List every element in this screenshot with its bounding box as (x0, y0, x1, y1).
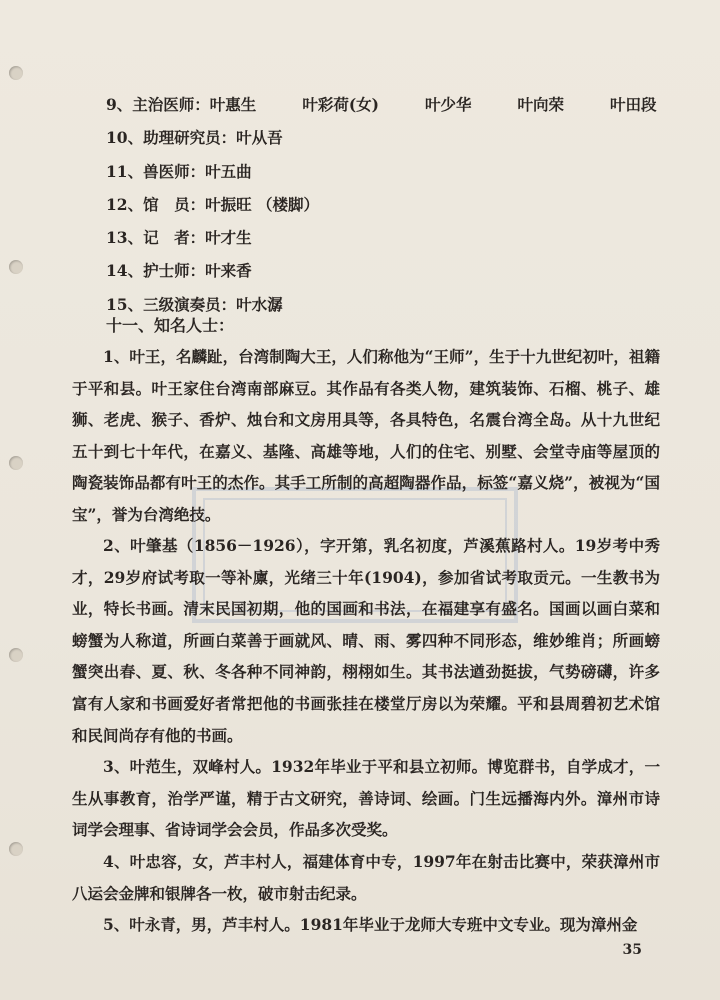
doctor-name: 叶田段 (610, 95, 657, 114)
paragraph-ye-fansheng: 3、叶范生，双峰村人。1932年毕业于平和县立初师。博览群书，自学成才，一生从事教育，治学严谨，精于古文研究，善诗词、绘画。门生远播海内外。漳州市诗词学会理事、省诗词学会会员，作品多次受奖。 (72, 757, 660, 840)
list-item: 12、馆 员：叶振旺 （楼脚） (106, 194, 319, 214)
list-item: 13、记 者：叶才生 (106, 228, 252, 248)
doctor-name: 叶惠生 (209, 95, 257, 114)
doctor-name: 叶彩荷(女) (302, 95, 379, 114)
paragraph-ye-wang: 1、叶王，名麟趾，台湾制陶大王，人们称他为“王师”，生于十九世纪初叶，祖籍于平和县。叶王家住台湾南部麻豆。其作品有各类人物，建筑装饰、石榴、桃子、雄狮、老虎、猴子、香炉、烛台和文房用具等，各具特色，名震台湾全岛。从十九世纪五十到七十年代，在嘉义、基隆、高雄等地，人们的住宅、别墅、会堂寺庙等屋顶的陶瓷装饰品都有叶王的杰作。其手工所制的高超陶器作品，标签“嘉义烧”，被视为“国宝”，誉为台湾绝技。 (72, 347, 660, 524)
punch-hole (9, 842, 23, 856)
list-item: 14、护士师：叶来香 (106, 261, 252, 281)
doctor-name: 叶少华 (424, 95, 472, 114)
punch-hole (9, 456, 23, 470)
punch-hole (9, 648, 23, 662)
section-heading: 十一、知名人士： (106, 316, 235, 335)
page-number: 35 (622, 942, 642, 958)
paragraph-ye-yongqing: 5、叶永青，男，芦丰村人。1981年毕业于龙师大专班中文专业。现为漳州金 (103, 915, 638, 934)
doctor-name: 叶向荣 (517, 95, 565, 114)
punch-hole (9, 66, 23, 80)
punch-hole (9, 260, 23, 274)
paragraph-ye-zhaoji: 2、叶肇基（1856－1926），字开第，乳名初度，芦溪蕉路村人。19岁考中秀才，29岁府试考取一等补廪，光绪三十年(1904)，参加省试考取贡元。一生教书为业，特长书画。清末民国初期，他的国画和书法，在福建享有盛名。国画以画白菜和螃蟹为人称道，所画白菜善于画就风、晴、雨、雾四种不同形态，维妙维肖；所画螃蟹突出春、夏、秋、冬各种不同神韵，栩栩如生。其书法遒劲挺拔，气势磅礴，许多富有人家和书画爱好者常把他的书画张挂在楼堂厅房以为荣耀。平和县周碧初艺术馆和民间尚存有他的书画。 (72, 536, 660, 745)
paragraph-ye-zhongrong: 4、叶忠容，女，芦丰村人，福建体育中专，1997年在射击比赛中，荣获漳州市八运会金牌和银牌各一枚，破市射击纪录。 (72, 852, 660, 903)
list-item: 15、三级演奏员：叶水潺 (106, 294, 283, 314)
list-item: 11、兽医师：叶五曲 (106, 161, 252, 181)
list-item: 10、助理研究员：叶从吾 (106, 128, 283, 148)
staff-title-list (106, 88, 666, 321)
doctor-label: 9、主治医师： (106, 95, 210, 114)
list-item-doctors (106, 88, 666, 121)
